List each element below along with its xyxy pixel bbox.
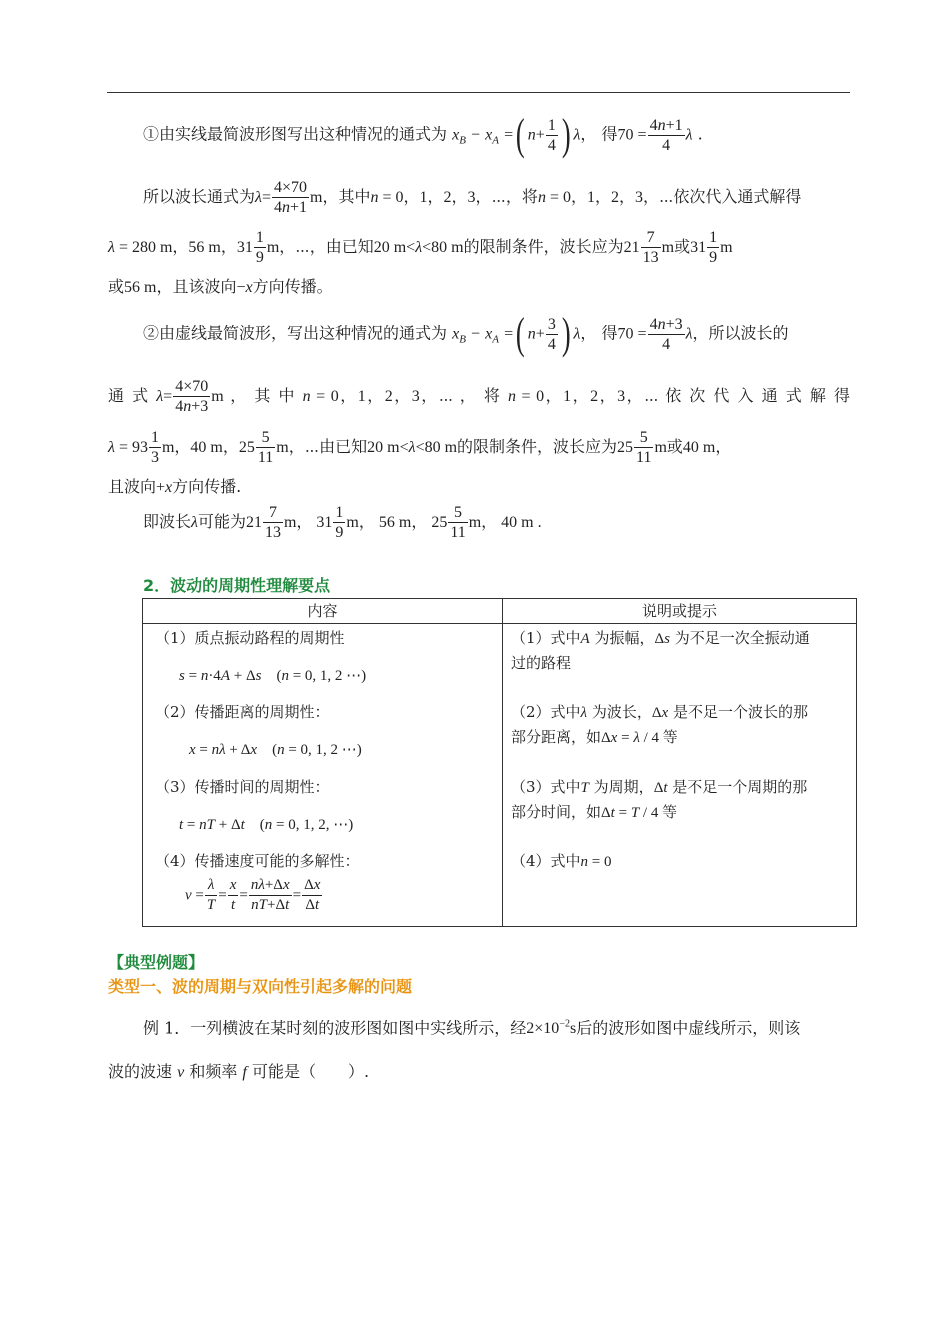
example1-line2: 波的波速 v 和频率 f 可能是（ ）. [108,1062,370,1081]
header-rule [107,92,850,93]
example1-line1: 例 1．一列横波在某时刻的波形图如图中实线所示，经$2\times 10^{-2}s$后的波形如图中虚线所示，则该 [143,1018,801,1038]
para-case2: ②由虚线最简波形，写出这种情况的通式为 $x_B - x_A$ =( n+ $\frac{3}{4}$ ) λ， 得70 = $\frac{4n+3}{4}$ λ，所以波长的 [143,309,789,358]
note1-line1: （1）式中A 为振幅，Δs 为不足一次全振动通 [511,629,810,647]
note2-line2: 部分距离，如Δx = λ / 4 等 [511,728,678,746]
para-results2: λ = 93 $\frac{1}{3}$ m，40 m，25 $\frac{5}{11}$ m，⋯由已知20 m<λ<80 m的限制条件，波长应为25 $\frac{5}{11}$ m或40 m， [108,429,732,466]
para-wavelength-formula2: 通 式 λ= $\frac{4\times 70}{4n+3}$ m ， 其 中 n = 0，1，2，3，⋯ ， 将 n = 0，1，2，3，⋯ 依 次 代 入 通 式 解 得 [108,378,850,415]
note3-line1: （3）式中T 为周期，Δt 是不足一个周期的那 [511,778,808,796]
para-results1: λ = 280 m，56 m，31 $\frac{1}{9}$ m，⋯，由已知20 m<λ<80 m的限制条件，波长应为21 $\frac{7}{13}$ m或31 $\frac{1}{9}$ m [108,229,733,266]
row1-formula: s = n·4A + Δs (n = 0, 1, 2 ⋯) [179,668,367,684]
typical-examples-heading: 【典型例题】 [108,953,205,972]
row2-formula: x = nλ + Δx (n = 0, 1, 2 ⋯) [189,742,362,758]
example-type-heading: 类型一、波的周期与双向性引起多解的问题 [108,977,413,996]
para-direction1: 或56 m，且该波向−x方向传播。 [108,277,333,296]
row4-label: （4）传播速度可能的多解性： [155,852,360,870]
para-wavelength-formula: 所以波长通式为λ= $\frac{4\times 70}{4n+1}$ m，其中n = 0，1，2，3，⋯，将n = 0，1，2，3，⋯依次代入通式解得 [143,179,802,216]
para-conclusion: 即波长λ可能为21 $\frac{7}{13}$ m， 31 $\frac{1}{9}$ m， 56 m， 25 $\frac{5}{11}$ m， 40 m . [143,504,542,541]
note2-line1: （2）式中λ 为波长，Δx 是不足一个波长的那 [511,703,808,721]
table-cell-content [143,624,503,927]
note4-line1: （4）式中n = 0 [511,852,612,870]
table-header-notes: 说明或提示 [503,599,857,624]
table-header-content: 内容 [143,599,503,624]
para-case1: ①由实线最简波形图写出这种情况的通式为 $x_B - x_A$ =( n+ $\frac{1}{4}$ ) λ， 得70 = $\frac{4n+1}{4}$ λ . [143,110,703,159]
row3-formula: t = nT + Δt (n = 0, 1, 2, ⋯) [179,817,354,833]
note1-line2: 过的路程 [511,654,572,672]
row2-label: （2）传播距离的周期性： [155,703,330,721]
para-direction2: 且波向+x方向传播. [108,477,242,496]
note3-line2: 部分时间，如Δt = T / 4 等 [511,803,678,821]
row1-label: （1）质点振动路程的周期性 [155,629,345,647]
periodicity-table [142,598,857,927]
section-title: 2．波动的周期性理解要点 [143,576,331,595]
row3-label: （3）传播时间的周期性： [155,778,330,796]
table-cell-notes [503,624,857,927]
row4-formula: v = $\frac{\lambda}{T}$ = $\frac{x}{t}$ = $\frac{n\lambda+\Delta x}{nT+\Delta t}$ = $\frac{\Delta x}{\Delta t}$ [185,877,321,913]
